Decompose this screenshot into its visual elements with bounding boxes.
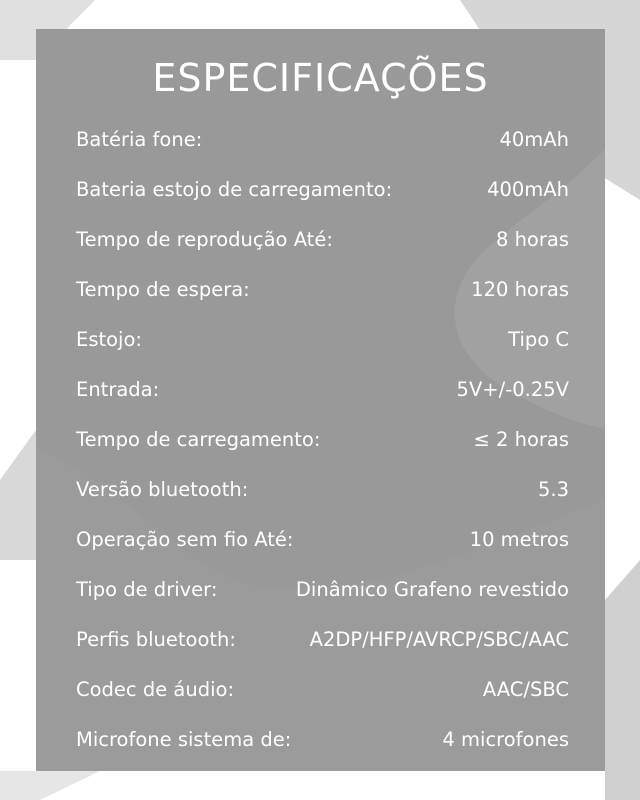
specs-panel <box>36 29 605 771</box>
spec-label: Tempo de reprodução Até: <box>76 228 333 251</box>
spec-value: 120 horas <box>471 278 569 301</box>
spec-value: AAC/SBC <box>482 678 569 701</box>
spec-label: Operação sem fio Até: <box>76 528 294 551</box>
spec-row <box>76 515 569 565</box>
spec-label: Perfis bluetooth: <box>76 628 236 651</box>
spec-row <box>76 415 569 465</box>
bg-shape-bottom-right <box>605 560 640 800</box>
spec-value: 400mAh <box>487 178 569 201</box>
spec-label: Bateria estojo de carregamento: <box>76 178 393 201</box>
spec-value: Dinâmico Grafeno revestido <box>295 578 569 601</box>
spec-row <box>76 565 569 615</box>
spec-label: Batéria fone: <box>76 128 203 151</box>
spec-label: Versão bluetooth: <box>76 478 249 501</box>
spec-row <box>76 115 569 165</box>
spec-label: Microfone sistema de: <box>76 728 292 751</box>
bg-shape-bottom-left <box>0 771 100 800</box>
spec-row <box>76 165 569 215</box>
spec-value: 40mAh <box>499 128 569 151</box>
page-title: ESPECIFICAÇÕES <box>152 56 489 100</box>
spec-label: Tempo de carregamento: <box>76 428 321 451</box>
spec-row <box>76 265 569 315</box>
spec-label: Codec de áudio: <box>76 678 235 701</box>
spec-value: 5V+/-0.25V <box>456 378 569 401</box>
spec-row <box>76 715 569 765</box>
spec-label: Tempo de espera: <box>76 278 250 301</box>
spec-label: Tipo de driver: <box>76 578 218 601</box>
spec-row <box>76 615 569 665</box>
spec-value: A2DP/HFP/AVRCP/SBC/AAC <box>309 628 569 651</box>
specs-list <box>76 115 569 765</box>
spec-row <box>76 215 569 265</box>
spec-value: 8 horas <box>495 228 569 251</box>
spec-value: 10 metros <box>469 528 569 551</box>
spec-row <box>76 315 569 365</box>
spec-row <box>76 365 569 415</box>
spec-label: Estojo: <box>76 328 142 351</box>
spec-row <box>76 465 569 515</box>
spec-value: 5.3 <box>537 478 569 501</box>
spec-value: 4 microfones <box>442 728 569 751</box>
spec-row <box>76 665 569 715</box>
spec-value: Tipo C <box>508 328 569 351</box>
spec-label: Entrada: <box>76 378 160 401</box>
spec-value: ≤ 2 horas <box>473 428 569 451</box>
bg-shape-left <box>0 430 36 560</box>
